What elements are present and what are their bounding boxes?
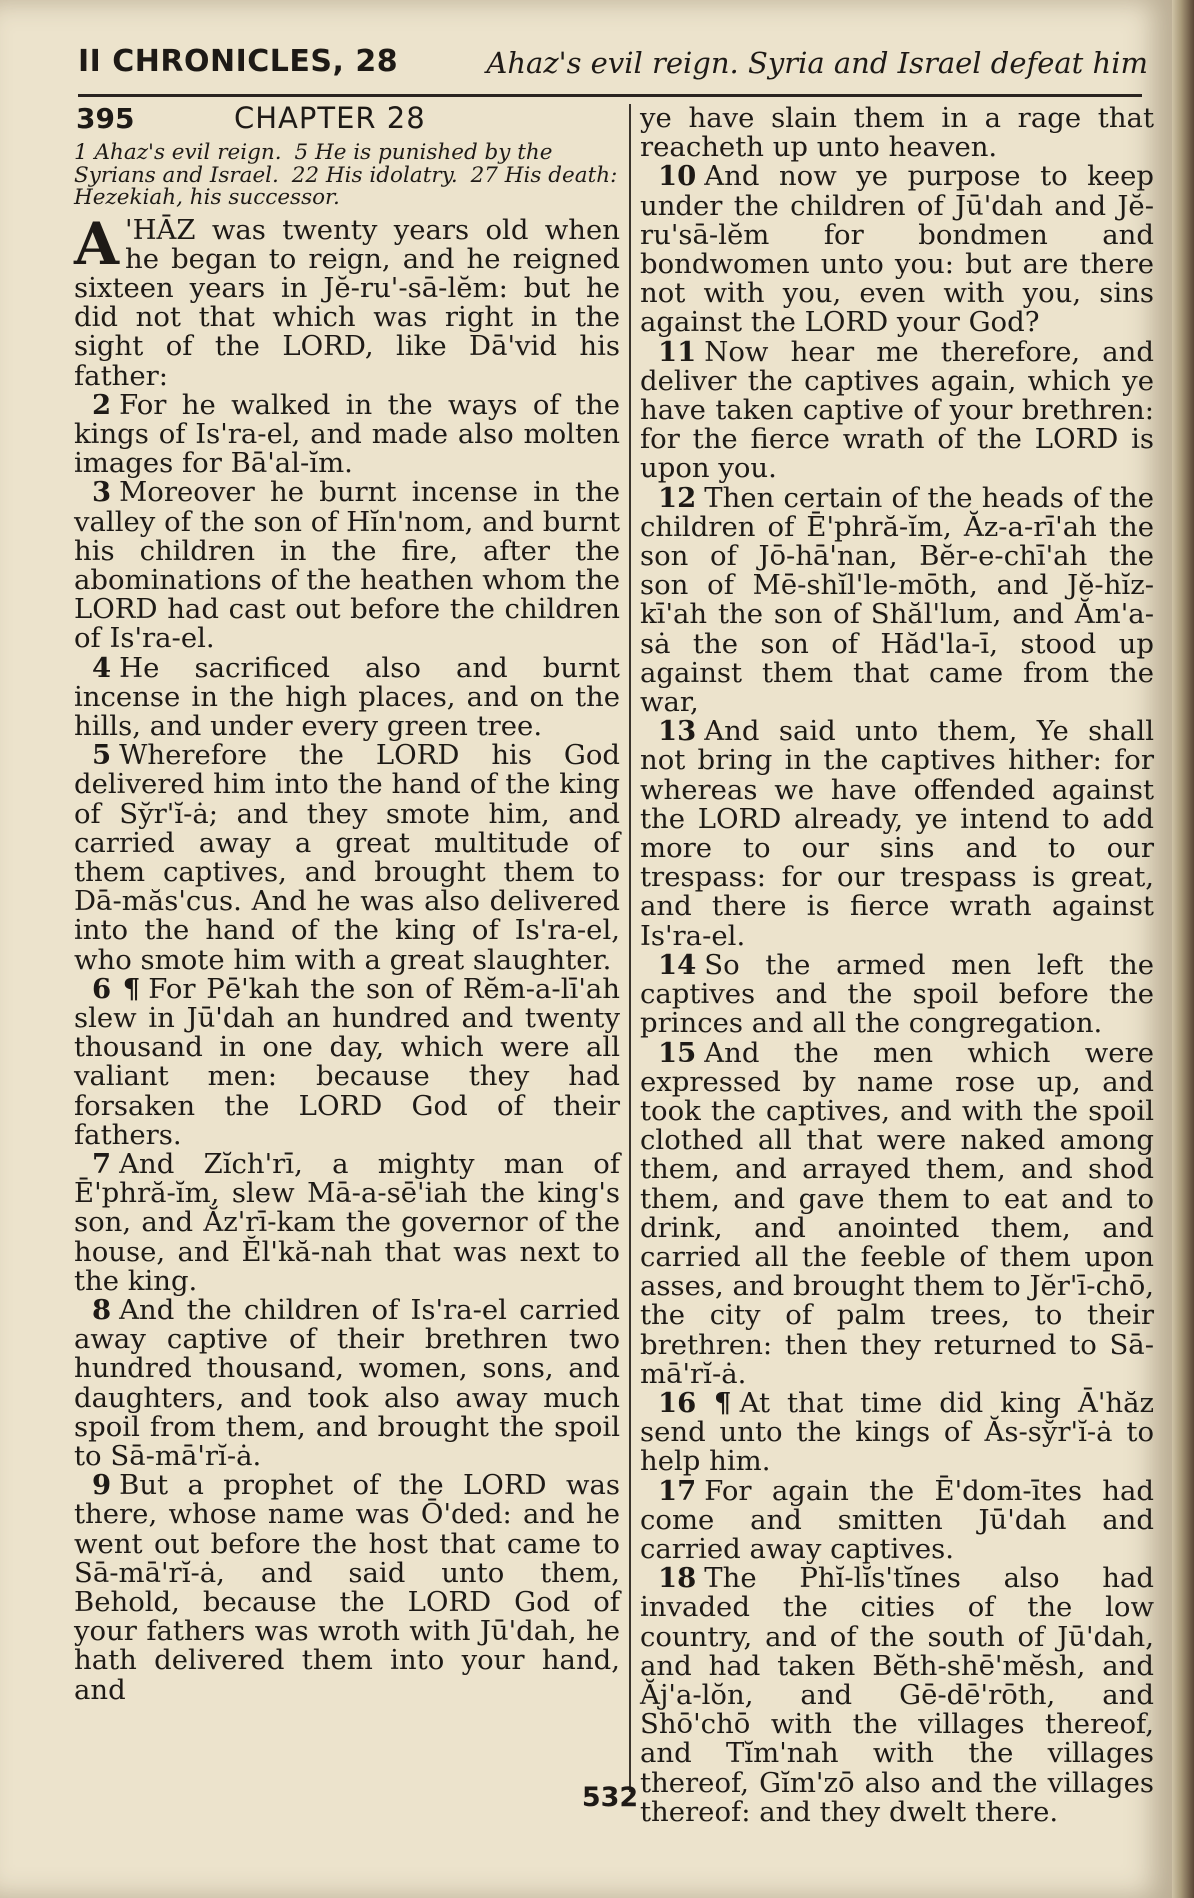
left-column bbox=[74, 101, 620, 1706]
running-header bbox=[78, 44, 1148, 92]
page-edge-shadow bbox=[1172, 0, 1194, 1898]
verse-number: 5 bbox=[92, 739, 112, 772]
verse-13 bbox=[640, 717, 1154, 951]
verse-18 bbox=[640, 1564, 1154, 1827]
header-rule bbox=[78, 94, 1142, 97]
verse-17 bbox=[640, 1474, 1154, 1565]
verse-text: 'HĀZ was twenty years old when he began to reign, and he reigned sixteen years in Jĕ-ru'-sā-lĕm: but he did not that which was right in the sight of the LORD, like Dā'vid his father: bbox=[74, 213, 620, 392]
verse-number: 12 bbox=[658, 481, 697, 514]
verse-text: And now ye purpose to keep under the children of Jū'dah and Jĕ-ru'sā-lĕm for bondmen and bondwomen unto you: but are there not with you, even with you, sins against the LORD your God? bbox=[640, 160, 1154, 339]
verse-text: Then certain of the heads of the children of Ē'phră-ĭm, Ăz-a-rī'ah the son of Jō-hā'nan, Bĕr-e-chī'ah the son of Mē-shĭl'le-mōth, and Jĕ-hĭz-kī'ah the son of Shăl'lum, and Ăm'a-sȧ the son of Hăd'la-ī, stood up against them that came from the war, bbox=[640, 481, 1154, 719]
verse-number: 13 bbox=[658, 715, 697, 748]
verse-9 bbox=[74, 1471, 620, 1705]
verse-number: 3 bbox=[92, 476, 112, 509]
verse-7 bbox=[74, 1150, 620, 1296]
verse-10 bbox=[640, 162, 1154, 337]
verse-number: 17 bbox=[658, 1474, 697, 1507]
verse-text: So the armed men left the captives and the spoil before the princes and all the congregation. bbox=[640, 948, 1154, 1040]
verse-14 bbox=[640, 948, 1154, 1040]
verse-11 bbox=[640, 335, 1154, 485]
verse-number: 9 bbox=[92, 1469, 112, 1502]
verse-text: For he walked in the ways of the kings of Is'ra-el, and made also molten images for Bā'al-ĭm. bbox=[74, 388, 620, 480]
verse-number: 14 bbox=[658, 948, 697, 981]
verse-text: But a prophet of the LORD was there, whose name was Ō'ded: and he went out before the host that came to Sā-mā'rĭ-ȧ, and said unto them, Behold, because the LORD God of your fathers was wroth with Jū'dah, he hath delivered them into your hand, and bbox=[74, 1469, 620, 1706]
verse-8 bbox=[74, 1296, 620, 1471]
verse-16 bbox=[640, 1386, 1154, 1478]
verse-text: ye have slain them in a rage that reacheth up unto heaven. bbox=[640, 102, 1154, 164]
page-summary-heading: Ahaz's evil reign. Syria and Israel defeat him bbox=[486, 46, 1148, 80]
page-folio-number: 532 bbox=[581, 1782, 639, 1813]
verse-text: Now hear me therefore, and deliver the captives again, which ye have taken captive of your brethren: for the fierce wrath of the LORD is upon you. bbox=[640, 335, 1154, 485]
verse-text: And the men which were expressed by name rose up, and took the captives, and with the spoil clothed all that were naked among them, and arrayed them, and shod them, and gave them to eat and to drink, and anointed them, and carried all the feeble of them upon asses, and brought them to Jĕr'ī-chō, the city of palm trees, to their brethren: then they returned to Sā-mā'rĭ-ȧ. bbox=[640, 1036, 1154, 1390]
book-chapter-heading: II CHRONICLES, 28 bbox=[78, 44, 399, 79]
verse-9-continued bbox=[640, 104, 1154, 162]
synopsis-item: 1 Ahaz's evil reign. bbox=[74, 140, 282, 165]
verse-text: He sacrificed also and burnt incense in the high places, and on the hills, and under every green tree. bbox=[74, 651, 620, 742]
verse-number: 11 bbox=[658, 335, 697, 368]
column-divider bbox=[629, 104, 631, 1792]
verse-number: 8 bbox=[92, 1294, 112, 1327]
verse-number: 16 ¶ bbox=[658, 1386, 732, 1419]
verse-text: For Pē'kah the son of Rĕm-a-lī'ah slew in Jū'dah an hundred and twenty thousand in one day, which were all valiant men: because they had forsaken the LORD God of their fathers. bbox=[74, 972, 620, 1151]
chapter-synopsis bbox=[74, 142, 620, 210]
verse-number: 18 bbox=[658, 1562, 697, 1595]
verse-number: 15 bbox=[658, 1036, 697, 1069]
verse-text: And Zĭch'rī, a mighty man of Ē'phră-ĭm, slew Mā-a-sē'iah the king's son, and Ăz'rī-kam the governor of the house, and Ĕl'kă-nah that was next to the king. bbox=[74, 1148, 620, 1297]
drop-cap: A bbox=[74, 209, 120, 278]
verse-text: Moreover he burnt incense in the valley of the son of Hĭn'nom, and burnt his children in the fire, after the abominations of the heathen whom the LORD had cast out before the children of Is'ra-el. bbox=[74, 476, 620, 655]
verse-number: 10 bbox=[658, 160, 697, 193]
right-column bbox=[640, 104, 1154, 1827]
verse-text: At that time did king Ā'hăz send unto the kings of Ăs-sy̆r'ĭ-ȧ to help him. bbox=[640, 1386, 1154, 1478]
verse-number: 7 bbox=[92, 1148, 112, 1180]
verse-text: And the children of Is'ra-el carried away captive of their brethren two hundred thousand, women, sons, and daughters, and took also away much spoil from them, and brought the spoil to Sā-mā'rĭ-ȧ. bbox=[74, 1294, 620, 1473]
verse-text: For again the Ē'dom-ītes had come and smitten Jū'dah and carried away captives. bbox=[640, 1474, 1154, 1565]
synopsis-item: 27 His death: Hezekiah, his successor. bbox=[74, 162, 618, 210]
chapter-title: CHAPTER 28 bbox=[234, 101, 426, 135]
verse-12 bbox=[640, 481, 1154, 719]
synopsis-item: 5 He is punished by the Syrians and Israel. bbox=[74, 140, 553, 188]
verse-text: Wherefore the LORD his God delivered him into the hand of the king of Sy̆r'ĭ-ȧ; and they smote him, and carried away a great multitude of them captives, and brought them to Dā-măs'cus. And he was also delivered into the hand of the king of Is'ra-el, who smote him with a great slaughter. bbox=[74, 739, 620, 976]
verse-15 bbox=[640, 1036, 1154, 1390]
verse-2 bbox=[74, 388, 620, 480]
verse-6 bbox=[74, 972, 620, 1151]
verse-5 bbox=[74, 741, 620, 975]
verse-number: 6 ¶ bbox=[92, 972, 141, 1005]
verse-number: 2 bbox=[92, 388, 112, 421]
chapter-page-number: 395 bbox=[76, 102, 135, 135]
chapter-heading bbox=[74, 101, 620, 138]
verse-1 bbox=[74, 209, 620, 392]
verse-number: 4 bbox=[92, 651, 112, 684]
verse-text: The Phĭ-lĭs'tĭnes also had invaded the cities of the low country, and of the south of Jū'dah, and had taken Bĕth-shē'mĕsh, and Ăj'a-lŏn, and Gē-dē'rōth, and Shō'chō with the villages thereof, and Tĭm'nah with the villages thereof, Gĭm'zō also and the villages thereof: and they dwelt there. bbox=[640, 1562, 1154, 1828]
verse-3 bbox=[74, 478, 620, 653]
verse-4 bbox=[74, 651, 620, 742]
synopsis-item: 22 His idolatry. bbox=[291, 162, 458, 188]
verse-text: And said unto them, Ye shall not bring in the captives hither: for whereas we have offended against the LORD already, ye intend to add more to our sins and to our trespass: for our trespass is great, and there is fierce wrath against Is'ra-el. bbox=[640, 715, 1154, 952]
